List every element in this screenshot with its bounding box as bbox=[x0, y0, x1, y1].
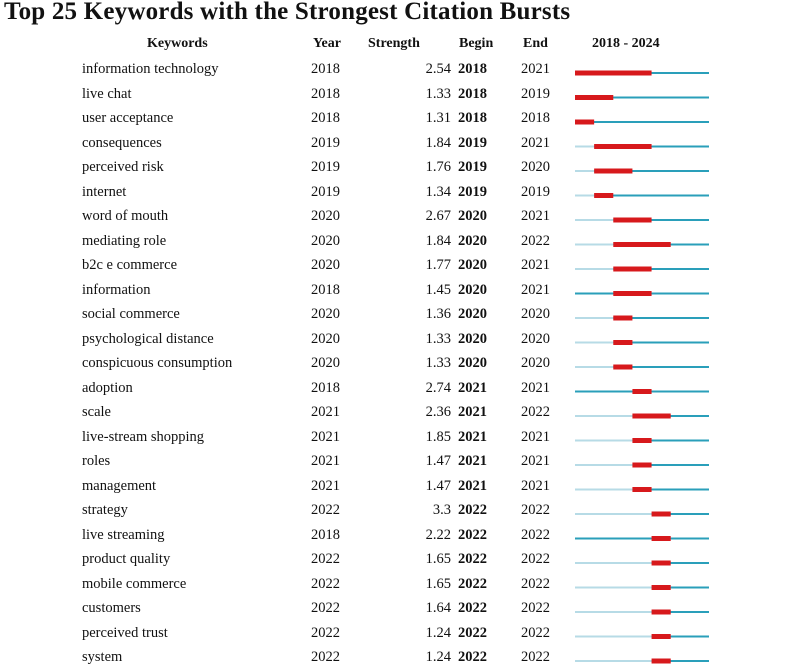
keyword-cell: live chat bbox=[82, 85, 132, 102]
burst-bar bbox=[632, 389, 651, 394]
header-begin: Begin bbox=[459, 36, 494, 51]
burst-bar bbox=[632, 438, 651, 443]
year-cell: 2020 bbox=[311, 257, 340, 273]
burst-bar bbox=[652, 561, 671, 566]
burst-bar bbox=[613, 340, 632, 345]
end-cell: 2022 bbox=[521, 575, 550, 592]
end-cell: 2019 bbox=[521, 85, 550, 102]
begin-cell: 2019 bbox=[458, 134, 487, 151]
year-cell: 2020 bbox=[311, 306, 340, 322]
strength-cell: 1.24 bbox=[425, 624, 451, 641]
header-keywords: Keywords bbox=[147, 36, 208, 51]
burst-bar bbox=[652, 634, 671, 639]
end-cell: 2018 bbox=[521, 110, 550, 126]
begin-cell: 2022 bbox=[458, 575, 487, 592]
begin-cell: 2021 bbox=[458, 477, 487, 494]
end-cell: 2021 bbox=[521, 428, 550, 445]
year-cell: 2018 bbox=[311, 110, 340, 126]
begin-cell: 2018 bbox=[458, 85, 487, 102]
header-year-range: 2018 - 2024 bbox=[592, 36, 660, 51]
keyword-cell: internet bbox=[82, 183, 127, 200]
keyword-cell: perceived trust bbox=[82, 624, 168, 641]
keyword-cell: mobile commerce bbox=[82, 575, 187, 592]
end-cell: 2021 bbox=[521, 379, 550, 396]
burst-bar bbox=[632, 414, 670, 419]
burst-bar bbox=[575, 95, 613, 100]
begin-cell: 2019 bbox=[458, 159, 487, 175]
keyword-cell: live streaming bbox=[82, 526, 165, 543]
strength-cell: 1.85 bbox=[425, 428, 451, 445]
strength-cell: 1.47 bbox=[425, 453, 451, 469]
end-cell: 2022 bbox=[521, 232, 550, 249]
strength-cell: 1.65 bbox=[425, 551, 451, 567]
keyword-cell: consequences bbox=[82, 134, 162, 151]
year-cell: 2018 bbox=[311, 379, 340, 396]
strength-cell: 1.33 bbox=[425, 85, 451, 102]
header-year: Year bbox=[313, 36, 341, 51]
strength-cell: 3.3 bbox=[432, 502, 451, 518]
year-cell: 2022 bbox=[311, 600, 340, 616]
header-strength: Strength bbox=[368, 36, 420, 51]
burst-bar bbox=[613, 267, 651, 272]
end-cell: 2022 bbox=[521, 600, 550, 616]
begin-cell: 2021 bbox=[458, 428, 487, 445]
begin-cell: 2020 bbox=[458, 306, 487, 322]
begin-cell: 2018 bbox=[458, 110, 487, 126]
keyword-cell: customers bbox=[82, 600, 141, 616]
year-cell: 2018 bbox=[311, 526, 340, 543]
strength-cell: 1.36 bbox=[425, 306, 451, 322]
begin-cell: 2020 bbox=[458, 281, 487, 298]
year-cell: 2021 bbox=[311, 428, 340, 445]
year-cell: 2018 bbox=[311, 85, 340, 102]
begin-cell: 2022 bbox=[458, 649, 487, 665]
begin-cell: 2022 bbox=[458, 526, 487, 543]
keyword-cell: information bbox=[82, 281, 151, 298]
strength-cell: 1.84 bbox=[425, 232, 451, 249]
burst-bar bbox=[652, 512, 671, 517]
keyword-cell: live-stream shopping bbox=[82, 428, 205, 445]
burst-bar bbox=[613, 242, 670, 247]
begin-cell: 2021 bbox=[458, 453, 487, 469]
burst-bar bbox=[652, 610, 671, 615]
header-end: End bbox=[523, 36, 548, 51]
keyword-cell: mediating role bbox=[82, 232, 167, 249]
keyword-cell: b2c e commerce bbox=[82, 257, 178, 273]
year-cell: 2022 bbox=[311, 551, 340, 567]
year-cell: 2019 bbox=[311, 183, 340, 200]
burst-bar bbox=[613, 316, 632, 321]
strength-cell: 1.24 bbox=[425, 649, 451, 665]
burst-bar bbox=[613, 365, 632, 370]
begin-cell: 2019 bbox=[458, 183, 487, 200]
end-cell: 2019 bbox=[521, 183, 550, 200]
burst-bar bbox=[632, 463, 651, 468]
end-cell: 2021 bbox=[521, 208, 550, 224]
year-cell: 2020 bbox=[311, 208, 340, 224]
begin-cell: 2022 bbox=[458, 502, 487, 518]
end-cell: 2022 bbox=[521, 649, 550, 665]
end-cell: 2021 bbox=[521, 61, 550, 77]
strength-cell: 1.34 bbox=[425, 183, 451, 200]
end-cell: 2020 bbox=[521, 330, 550, 347]
year-cell: 2020 bbox=[311, 355, 340, 371]
keyword-cell: product quality bbox=[82, 551, 171, 567]
begin-cell: 2018 bbox=[458, 61, 487, 77]
strength-cell: 2.36 bbox=[425, 404, 451, 420]
burst-bar bbox=[575, 120, 594, 125]
end-cell: 2021 bbox=[521, 134, 550, 151]
keyword-cell: adoption bbox=[82, 379, 133, 396]
end-cell: 2020 bbox=[521, 306, 550, 322]
begin-cell: 2022 bbox=[458, 600, 487, 616]
strength-cell: 1.33 bbox=[425, 330, 451, 347]
strength-cell: 1.84 bbox=[425, 134, 451, 151]
begin-cell: 2020 bbox=[458, 257, 487, 273]
end-cell: 2022 bbox=[521, 624, 550, 641]
burst-bar bbox=[652, 585, 671, 590]
chart-title: Top 25 Keywords with the Strongest Citation Bursts bbox=[4, 0, 571, 25]
year-cell: 2021 bbox=[311, 404, 340, 420]
begin-cell: 2020 bbox=[458, 232, 487, 249]
strength-cell: 1.45 bbox=[425, 281, 451, 298]
burst-bar bbox=[575, 71, 652, 76]
end-cell: 2021 bbox=[521, 281, 550, 298]
keyword-cell: user acceptance bbox=[82, 110, 174, 126]
strength-cell: 2.54 bbox=[425, 61, 451, 77]
end-cell: 2021 bbox=[521, 257, 550, 273]
end-cell: 2020 bbox=[521, 159, 550, 175]
strength-cell: 2.67 bbox=[425, 208, 451, 224]
keyword-cell: conspicuous consumption bbox=[82, 355, 233, 371]
begin-cell: 2020 bbox=[458, 208, 487, 224]
strength-cell: 1.31 bbox=[425, 110, 451, 126]
keyword-cell: perceived risk bbox=[82, 159, 164, 175]
burst-bar bbox=[613, 218, 651, 223]
keyword-cell: system bbox=[82, 649, 123, 665]
burst-bar bbox=[652, 659, 671, 664]
keyword-cell: management bbox=[82, 477, 157, 494]
begin-cell: 2020 bbox=[458, 330, 487, 347]
strength-cell: 1.64 bbox=[425, 600, 451, 616]
end-cell: 2021 bbox=[521, 453, 550, 469]
end-cell: 2022 bbox=[521, 526, 550, 543]
burst-bar bbox=[594, 169, 632, 174]
strength-cell: 1.65 bbox=[425, 575, 451, 592]
begin-cell: 2020 bbox=[458, 355, 487, 371]
burst-bar bbox=[652, 536, 671, 541]
keyword-cell: strategy bbox=[82, 502, 128, 518]
keyword-cell: scale bbox=[82, 404, 111, 420]
year-cell: 2019 bbox=[311, 159, 340, 175]
burst-bar bbox=[594, 144, 651, 149]
burst-bar bbox=[594, 193, 613, 198]
year-cell: 2021 bbox=[311, 477, 340, 494]
keyword-cell: information technology bbox=[82, 61, 219, 77]
strength-cell: 1.76 bbox=[425, 159, 451, 175]
year-cell: 2022 bbox=[311, 575, 340, 592]
year-cell: 2018 bbox=[311, 281, 340, 298]
year-cell: 2021 bbox=[311, 453, 340, 469]
year-cell: 2019 bbox=[311, 134, 340, 151]
burst-bar bbox=[632, 487, 651, 492]
strength-cell: 2.74 bbox=[425, 379, 451, 396]
end-cell: 2021 bbox=[521, 477, 550, 494]
year-cell: 2018 bbox=[311, 61, 340, 77]
year-cell: 2022 bbox=[311, 624, 340, 641]
end-cell: 2022 bbox=[521, 404, 550, 420]
strength-cell: 1.77 bbox=[425, 257, 451, 273]
year-cell: 2022 bbox=[311, 502, 340, 518]
keyword-cell: roles bbox=[82, 453, 111, 469]
strength-cell: 1.33 bbox=[425, 355, 451, 371]
begin-cell: 2021 bbox=[458, 379, 487, 396]
strength-cell: 2.22 bbox=[425, 526, 451, 543]
year-cell: 2020 bbox=[311, 232, 340, 249]
begin-cell: 2022 bbox=[458, 551, 487, 567]
year-cell: 2022 bbox=[311, 649, 340, 665]
begin-cell: 2021 bbox=[458, 404, 487, 420]
year-cell: 2020 bbox=[311, 330, 340, 347]
end-cell: 2022 bbox=[521, 502, 550, 518]
end-cell: 2020 bbox=[521, 355, 550, 371]
begin-cell: 2022 bbox=[458, 624, 487, 641]
keyword-cell: social commerce bbox=[82, 306, 180, 322]
strength-cell: 1.47 bbox=[425, 477, 451, 494]
keyword-cell: psychological distance bbox=[82, 330, 214, 347]
burst-bar bbox=[613, 291, 651, 296]
end-cell: 2022 bbox=[521, 551, 550, 567]
keyword-cell: word of mouth bbox=[82, 208, 169, 224]
